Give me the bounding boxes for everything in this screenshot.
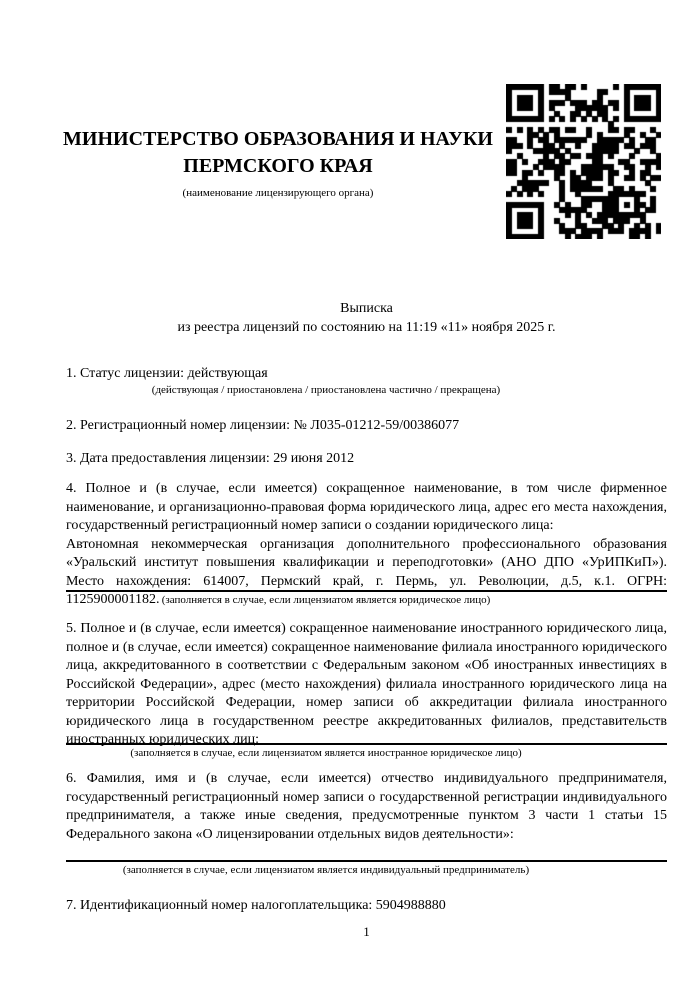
status-options-caption: (действующая / приостановлена / приостановлена частично / прекращена) bbox=[151, 384, 501, 396]
separator-line-foreign-entity bbox=[66, 743, 667, 745]
foreign-entity-caption: (заполняется в случае, если лицензиатом является иностранное юридическое лицо) bbox=[130, 747, 522, 759]
entrepreneur-caption: (заполняется в случае, если лицензиатом является индивидуальный предприниматель) bbox=[122, 864, 530, 876]
registration-number-line: 2. Регистрационный номер лицензии: № Л035-01212-59/00386077 bbox=[66, 418, 460, 433]
grant-date-line: 3. Дата предоставления лицензии: 29 июня 2012 bbox=[66, 451, 355, 466]
taxpayer-number-line: 7. Идентификационный номер налогоплательщика: 5904988880 bbox=[66, 898, 446, 913]
separator-line-entrepreneur bbox=[66, 860, 667, 862]
ministry-caption: (наименование лицензирующего органа) bbox=[182, 186, 374, 199]
separator-line-legal-entity bbox=[66, 590, 667, 592]
foreign-entity-section bbox=[66, 620, 667, 750]
legal-entity-label: 4. Полное и (в случае, если имеется) сокращенное наименование, в том числе фирменное наименование, и организационно-правовая форма юридического лица, адрес его места нахождения, государственный регистрационный номер записи о создании юридического лица: bbox=[66, 481, 667, 533]
page-number: 1 bbox=[363, 924, 370, 939]
foreign-entity-label: 5. Полное и (в случае, если имеется) сокращенное наименование иностранного юридического лица, полное и (в случае, если имеется) сокращенное наименование филиала иностранного юридического лица, аккредитованного в соответствии с Федеральным законом «Об иностранных инвестициях в Российской Федерации», адрес (место нахождения) филиала иностранного юридического лица на территории Российской Федерации, номер записи об аккредитации филиала иностранного юридического лица в государственном реестре аккредитованных филиалов, представительств иностранных юридических лиц: bbox=[66, 621, 667, 747]
ministry-name-line2: ПЕРМСКОГО КРАЯ bbox=[183, 154, 373, 177]
license-status-line: 1. Статус лицензии: действующая bbox=[66, 366, 268, 381]
ministry-name-line1: МИНИСТЕРСТВО ОБРАЗОВАНИЯ И НАУКИ bbox=[63, 127, 493, 150]
title-line1: Выписка bbox=[340, 301, 393, 316]
qr-code-icon bbox=[506, 84, 661, 239]
ministry-header bbox=[63, 85, 493, 240]
document-title bbox=[66, 300, 667, 337]
entrepreneur-label: 6. Фамилия, имя и (в случае, если имеется) отчество индивидуального предпринимателя, государственный регистрационный номер записи о государственной регистрации индивидуального предпринимателя, а также иные сведения, предусмотренные пунктом 3 части 1 статьи 15 Федерального закона «О лицензировании отдельных видов деятельности»: bbox=[66, 771, 667, 842]
legal-entity-value: Автономная некоммерческая организация дополнительного профессионального образования «Уральский институт повышения квалификации и переподготовки» (АНО ДПО «УрИПКиП»). Место нахождения: 614007, Пермский край, г. Пермь, ул. Революции, д.5, к.1. ОГРН: 1125900001182. bbox=[66, 536, 667, 607]
entrepreneur-section bbox=[66, 770, 667, 844]
legal-entity-caption: (заполняется в случае, если лицензиатом является юридическое лицо) bbox=[161, 594, 491, 606]
title-line2: из реестра лицензий по состоянию на 11:19 «11» ноября 2025 г. bbox=[177, 319, 556, 335]
